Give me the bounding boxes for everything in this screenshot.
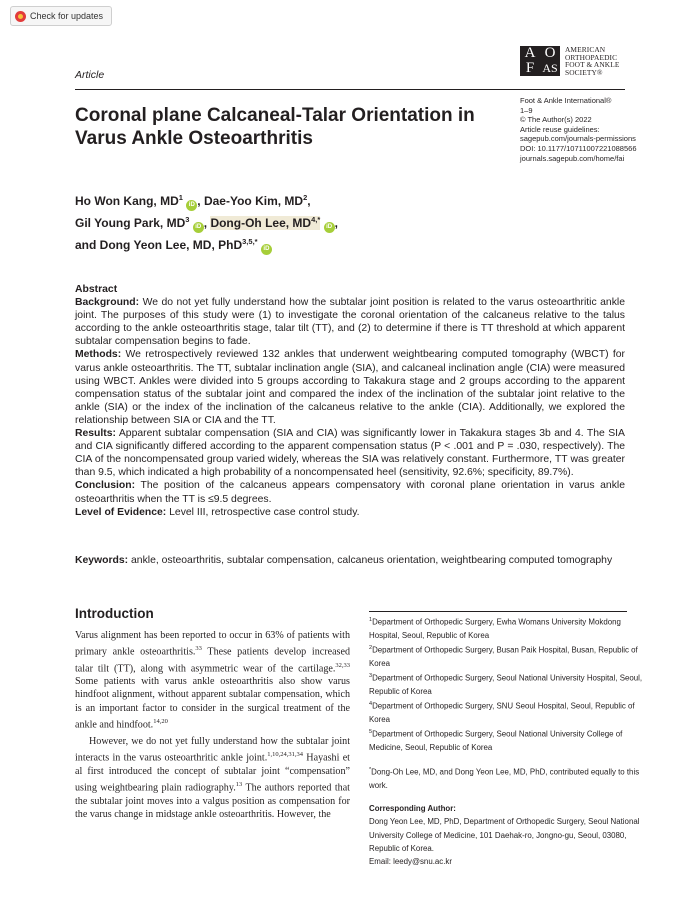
journal-logo <box>520 46 619 76</box>
corresponding-author: Dong Yeon Lee, MD, PhD, Department of Orthopedic Surgery, Seoul National University College of Medicine, 101 Daehak-ro, Jongno-gu, Seoul, 03080, Republic of Korea. <box>369 817 640 853</box>
journal-name: Foot & Ankle International® <box>520 96 612 105</box>
crossmark-icon <box>15 11 26 22</box>
header-rule <box>75 89 625 90</box>
equal-contribution-note: *Dong-Oh Lee, MD, and Dong Yeon Lee, MD, PhD, contributed equally to this work. <box>369 767 640 790</box>
author-list: Ho Won Kang, $MD^1$ iD , Dae-Yoo Kim, $MD^2$, Gil Young Park, $MD^3$ iD , Dong-Oh Lee, $MD^{4,*}$ iD , and Dong Yeon Lee, MD, PhD$^{3,5,*}$ iD <box>75 189 475 255</box>
paragraph: Varus alignment has been reported to occur in 63% of patients with primary ankle osteoarthritis.$^{33}$ These patients develop increased talar tilt (TT), along with asymmetric wear of the cartilage.$^{32,33}$ Some patients with varus ankle osteoarthritis also show varus hindfoot alignment, without apparent subtalar compensation, which is an important factor to consider in the surgical treatment of the ankle and hindfoot.$^{14,20}$ <box>75 630 350 731</box>
abstract-background: Background: We do not yet fully understand how the subtalar joint position is related to the varus osteoarthritic ankle joint. The purposes of this study were (1) to investigate the coronal orientation of the calcaneus relative to the talus according to the ankle osteoarthritis stage, talar tilt (TT), and (2) to determine if there is TT threshold at which apparent subtalar compensation begins to fade. <box>75 297 625 348</box>
author-name: Dae-Yoo Kim, MD <box>203 194 304 208</box>
orcid-icon[interactable]: iD <box>261 244 272 255</box>
doi[interactable]: DOI: 10.1177/10711007221088566 <box>520 143 637 153</box>
keywords: Keywords: ankle, osteoarthritis, subtalar compensation, calcaneus orientation, weightbearing computed tomography <box>75 555 613 566</box>
section-heading-introduction: Introduction <box>75 606 154 621</box>
society-name: AMERICAN ORTHOPAEDIC FOOT & ANKLE SOCIETY® <box>565 45 620 77</box>
abstract-conclusion: Conclusion: The position of the calcaneus appears compensatory with coronal plane orientation in varus ankle osteoarthritis when the TT is ≤9.5 degrees. <box>75 480 625 505</box>
abstract-methods: Methods: We retrospectively reviewed 132 ankles that underwent weightbearing computed tomography (WBCT) for varus ankle osteoarthritis. The TT, subtalar inclination angle (SIA), and calcaneal inclination angle (CIA) were measured using WBCT. Ankles were divided into 5 groups according to Takakura stage and 2 groups according to the apparent compensation status of the subtalar joint and compared the index of the inclination of the subtalar joint relative to the ankle (SIA) or the index of the inclination of the calcaneus relative to the ankle (CIA). Additionally, we explored the relationship between SIA or CIA and the TT. <box>75 349 625 426</box>
permissions-link[interactable]: sagepub.com/journals-permissions <box>520 134 636 144</box>
introduction-body <box>75 629 350 821</box>
orcid-icon[interactable]: iD <box>186 200 197 211</box>
orcid-icon[interactable]: iD <box>324 222 335 233</box>
paragraph: However, we do not yet fully understand how the subtalar joint interacts in the varus osteoarthritic ankle joint.$^{1,10,24,31,34}$ Hayashi et al first introduced the concept of subtalar joint “compensation” using weightbearing plain radiography.$^{13}$ The authors reported that the subtalar joint moves into a valgus position as compensation for the varus change in midstage ankle osteoarthritis. However, the <box>75 736 350 820</box>
check-for-updates-button[interactable] <box>10 6 112 26</box>
abstract-heading: Abstract <box>75 284 118 295</box>
affiliation-rule <box>369 611 627 612</box>
author-name: Gil Young Park, MD <box>75 216 186 230</box>
copyright: © The Author(s) 2022 <box>520 115 592 125</box>
journal-link[interactable]: journals.sagepub.com/home/fai <box>520 153 625 163</box>
page-range: 1–9 <box>520 105 533 115</box>
abstract-results: Results: Apparent subtalar compensation (SIA and CIA) was significantly lower in Takakura stages 3b and 4. The SIA and CIA significantly differed according to the apparent compensation status (P < .001 and P = .030, respectively). The CIA of the noncompensated group varied widely, whereas the SIA was relatively constant. Furthermore, TT was greater than 9.5, which indicated a high probability of a noncompensated heel (sensitivity, 92.6%; specificity, 89.7%). <box>75 428 625 479</box>
affiliations <box>369 614 644 868</box>
author-name: Dong-Oh Lee, MD <box>210 216 312 230</box>
author-name: Dong Yeon Lee, MD, PhD <box>99 238 243 252</box>
corresponding-author-heading: Corresponding Author: <box>369 804 456 814</box>
author-name: Ho Won Kang, MD <box>75 194 179 208</box>
abstract <box>75 283 625 519</box>
affiliation-item: $^4$Department of Orthopedic Surgery, SNU Seoul Hospital, Seoul, Republic of Korea <box>369 701 635 724</box>
corresponding-email[interactable]: Email: leedy@snu.ac.kr <box>369 857 453 866</box>
affiliation-item: $^3$Department of Orthopedic Surgery, Seoul National University Hospital, Seoul, Republic of Korea <box>369 673 643 696</box>
affiliation-item: $^2$Department of Orthopedic Surgery, Busan Paik Hospital, Busan, Republic of Korea <box>369 645 638 668</box>
abstract-level: Level of Evidence: Level III, retrospective case control study. <box>75 506 360 518</box>
aofas-logo-icon: A O F AS <box>520 46 560 76</box>
article-title: Coronal plane Calcaneal-Talar Orientation in Varus Ankle Osteoarthritis <box>75 105 475 149</box>
reuse-label: Article reuse guidelines: <box>520 124 600 134</box>
affiliation-item: $^5$Department of Orthopedic Surgery, Seoul National University College of Medicine, Seoul, Republic of Korea <box>369 729 623 752</box>
affiliation-item: $^1$Department of Orthopedic Surgery, Ewha Womans University Mokdong Hospital, Seoul, Republic of Korea <box>369 617 621 640</box>
journal-meta <box>520 96 637 163</box>
check-for-updates-label: Check for updates <box>30 11 104 21</box>
orcid-icon[interactable]: iD <box>193 222 204 233</box>
article-type: Article <box>75 69 105 81</box>
